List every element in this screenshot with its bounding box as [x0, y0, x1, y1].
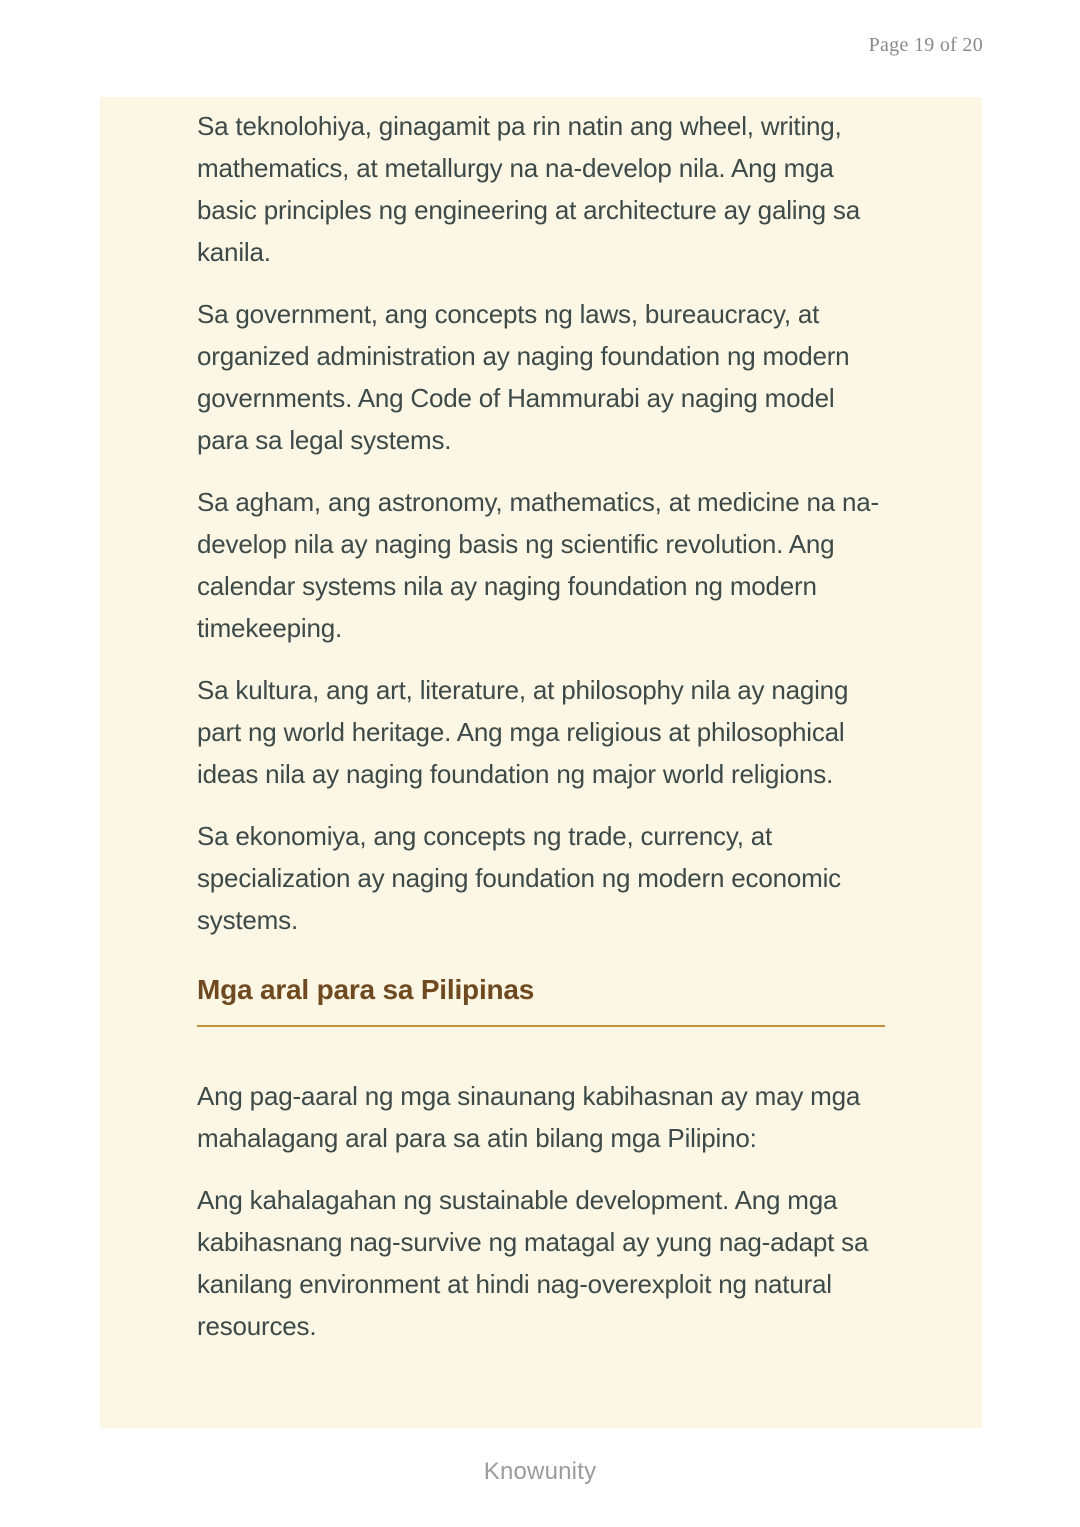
paragraph: Sa ekonomiya, ang concepts ng trade, currency, at specialization ay naging foundation ng modern economic systems. [197, 821, 841, 935]
paragraph: Sa kultura, ang art, literature, at philosophy nila ay naging part ng world heritage. Ang mga religious at philosophical ideas nila ay naging foundation ng major world religions. [197, 675, 849, 789]
section-paragraphs [197, 1075, 885, 1347]
section-heading: Mga aral para sa Pilipinas [197, 973, 885, 1027]
brand-footer: Knowunity [483, 1458, 597, 1485]
page-number-indicator: Page 19 of 20 [868, 34, 983, 56]
paragraph: Sa teknolohiya, ginagamit pa rin natin ang wheel, writing, mathematics, at metallurgy na na-develop nila. Ang mga basic principles ng engineering at architecture ay galing sa kanila. [197, 111, 860, 267]
intro-paragraphs [197, 105, 885, 941]
paragraph: Ang kahalagahan ng sustainable development. Ang mga kabihasnang nag-survive ng matagal ay yung nag-adapt sa kanilang environment at hindi nag-overexploit ng natural resources. [197, 1185, 869, 1341]
paragraph: Sa agham, ang astronomy, mathematics, at medicine na na-develop nila ay naging basis ng scientific revolution. Ang calendar systems nila ay naging foundation ng modern timekeeping. [197, 487, 880, 643]
paragraph: Ang pag-aaral ng mga sinaunang kabihasnan ay may mga mahalagang aral para sa atin bilang mga Pilipino: [197, 1081, 861, 1153]
document-content-card [100, 97, 982, 1428]
paragraph: Sa government, ang concepts ng laws, bureaucracy, at organized administration ay naging foundation ng modern governments. Ang Code of Hammurabi ay naging model para sa legal systems. [197, 299, 850, 455]
